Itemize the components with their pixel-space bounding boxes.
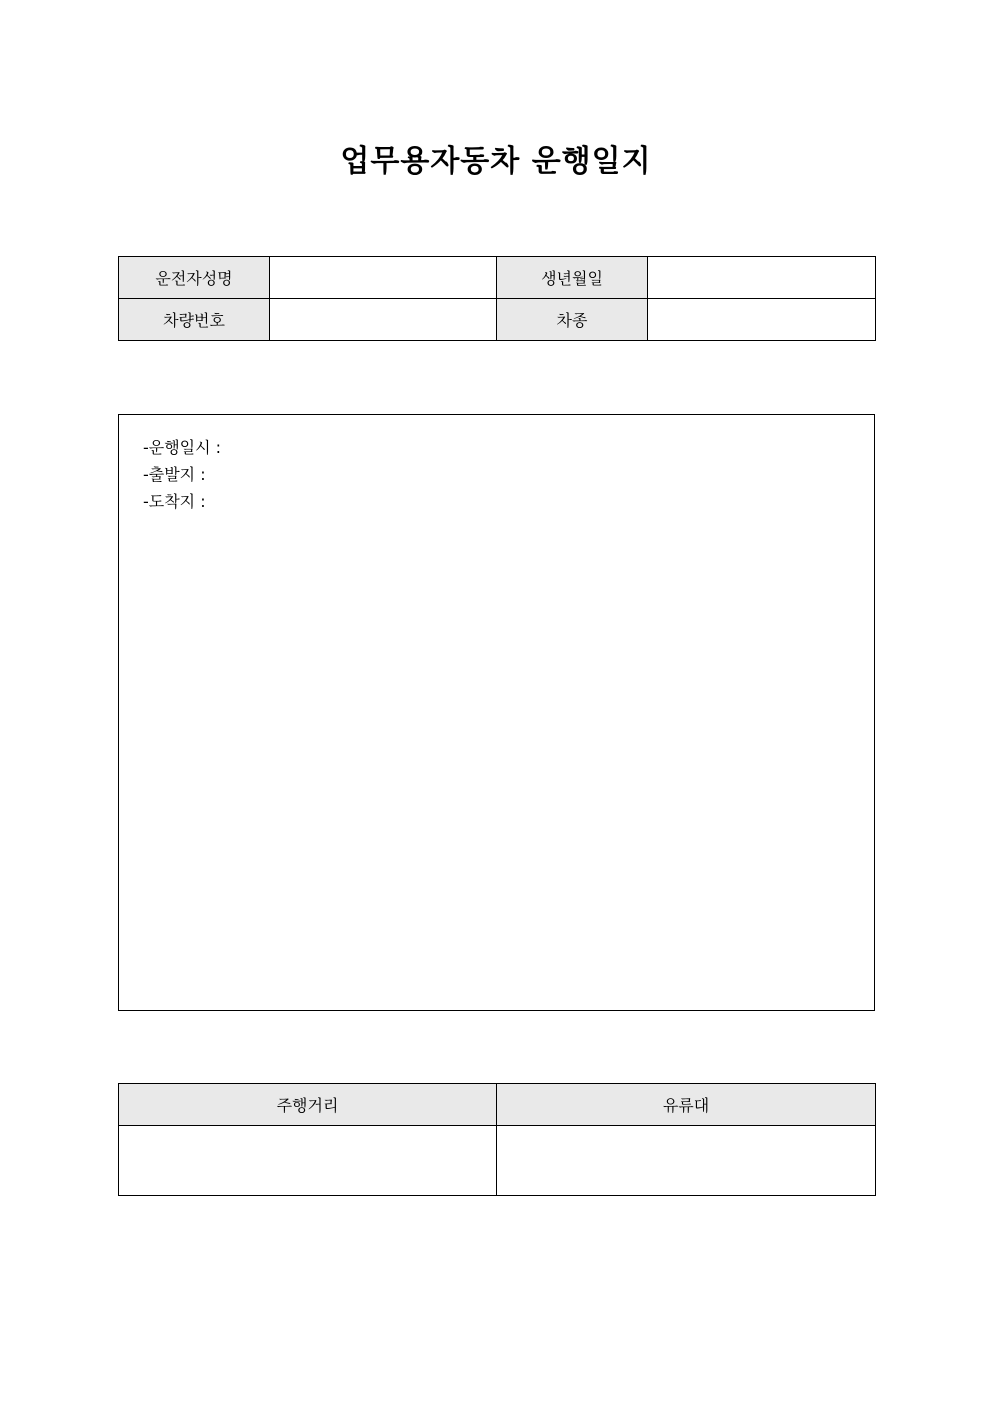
birth-field[interactable]: [648, 257, 876, 299]
plate-field[interactable]: [270, 299, 497, 341]
driver-name-field[interactable]: [270, 257, 497, 299]
departure-line: -출발지 :: [143, 465, 206, 484]
driver-info-table: [118, 256, 876, 341]
arrival-line: -도착지 :: [143, 492, 206, 511]
plate-label: 차량번호: [119, 299, 270, 341]
model-field[interactable]: [648, 299, 876, 341]
summary-table: [118, 1083, 876, 1196]
driver-name-label: 운전자성명: [119, 257, 270, 299]
trip-details-box[interactable]: [118, 414, 875, 1011]
model-label: 차종: [497, 299, 648, 341]
fuel-label: 유류대: [497, 1084, 876, 1126]
birth-label: 생년월일: [497, 257, 648, 299]
distance-label: 주행거리: [119, 1084, 497, 1126]
fuel-field[interactable]: [497, 1126, 876, 1196]
distance-field[interactable]: [119, 1126, 497, 1196]
page-title: 업무용자동차 운행일지: [340, 144, 652, 179]
trip-datetime-line: -운행일시 :: [143, 438, 222, 457]
